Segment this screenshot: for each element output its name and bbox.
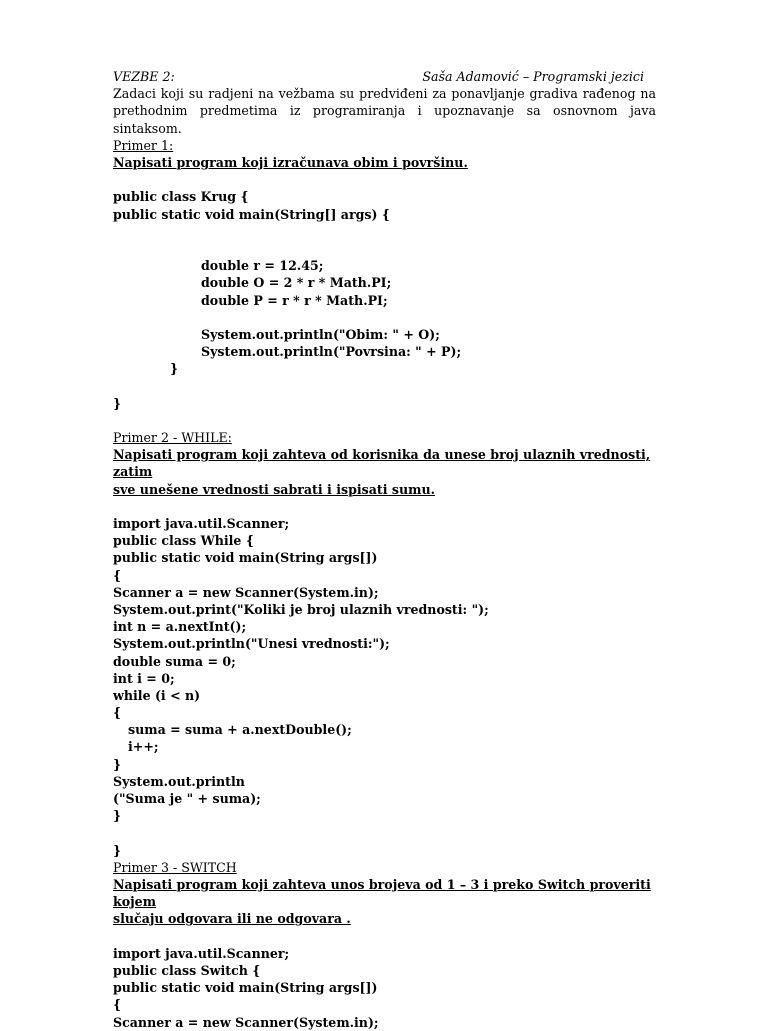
- primer2-task-line1: Napisati program koji zahteva od korisnika da unese broj ulaznih vrednosti, zatim: [113, 447, 651, 480]
- primer2-heading: Primer 2 - WHILE:: [113, 430, 232, 446]
- code-line: Scanner a = new Scanner(System.in);: [113, 584, 379, 600]
- code-line: {: [113, 997, 122, 1013]
- code-line: double O = 2 * r * Math.PI;: [201, 275, 392, 291]
- code-line: public class Switch {: [113, 962, 261, 978]
- primer1-code: [113, 188, 656, 411]
- primer1-heading: Primer 1:: [113, 137, 174, 153]
- spacer: [113, 223, 656, 240]
- spacer: [113, 240, 656, 257]
- code-line: {: [113, 705, 122, 721]
- spacer: [113, 412, 656, 429]
- code-line: i++;: [128, 739, 159, 755]
- code-line: public static void main(String args[]): [113, 980, 378, 996]
- code-line: double suma = 0;: [113, 653, 236, 669]
- author-course: Saša Adamović – Programski jezici: [422, 69, 644, 84]
- spacer: [113, 498, 656, 515]
- code-line: {: [113, 567, 122, 583]
- code-line: suma = suma + a.nextDouble();: [128, 722, 352, 738]
- primer3-task-line2: slučaju odgovara ili ne odgovara .: [113, 911, 351, 927]
- code-line: int n = a.nextInt();: [113, 619, 247, 635]
- code-line: public class Krug {: [113, 189, 249, 205]
- primer3-heading: Primer 3 - SWITCH: [113, 859, 237, 875]
- code-line: ("Suma je " + suma);: [113, 791, 261, 807]
- spacer: [113, 377, 656, 394]
- code-line: double r = 12.45;: [201, 258, 324, 274]
- primer3-code: [113, 945, 656, 1031]
- code-line: }: [113, 756, 122, 772]
- code-line: import java.util.Scanner;: [113, 516, 290, 532]
- code-line: public class While {: [113, 533, 254, 549]
- code-line: System.out.println: [113, 773, 245, 789]
- spacer: [113, 824, 656, 841]
- primer2-code: [113, 515, 656, 859]
- code-line: System.out.println("Obim: " + O);: [201, 326, 440, 342]
- code-line: import java.util.Scanner;: [113, 945, 290, 961]
- primer2-task-line2: sve unešene vrednosti sabrati i ispisati sumu.: [113, 481, 436, 497]
- code-line: int i = 0;: [113, 670, 175, 686]
- code-line: }: [170, 361, 179, 377]
- intro-paragraph: Zadaci koji su radjeni na vežbama su predviđeni za ponavljanje gradiva rađenog na prethodnim predmetima iz programiranja i upoznavanje sa osnovnom java sintaksom.: [113, 86, 656, 136]
- primer1-task: Napisati program koji izračunava obim i površinu.: [113, 155, 468, 170]
- code-line: public static void main(String[] args) {: [113, 206, 390, 222]
- document-page: [113, 68, 656, 1031]
- exercise-title: VEZBE 2:: [113, 69, 175, 84]
- code-line: System.out.println("Unesi vrednosti:");: [113, 636, 390, 652]
- code-line: public static void main(String args[]): [113, 550, 378, 566]
- code-line: double P = r * r * Math.PI;: [201, 292, 388, 308]
- code-line: }: [113, 808, 122, 824]
- primer3-task-line1: Napisati program koji zahteva unos brojeva od 1 – 3 i preko Switch proveriti kojem: [113, 876, 651, 910]
- document-header: [113, 68, 656, 85]
- spacer: [113, 171, 656, 188]
- code-line: System.out.println("Povrsina: " + P);: [201, 344, 462, 360]
- code-line: }: [113, 842, 122, 858]
- code-line: System.out.print("Koliki je broj ulaznih vrednosti: ");: [113, 601, 489, 617]
- spacer: [113, 309, 656, 326]
- code-line: while (i < n): [113, 687, 201, 703]
- spacer: [113, 928, 656, 945]
- code-line: }: [113, 395, 122, 411]
- code-line: Scanner a = new Scanner(System.in);: [113, 1014, 379, 1030]
